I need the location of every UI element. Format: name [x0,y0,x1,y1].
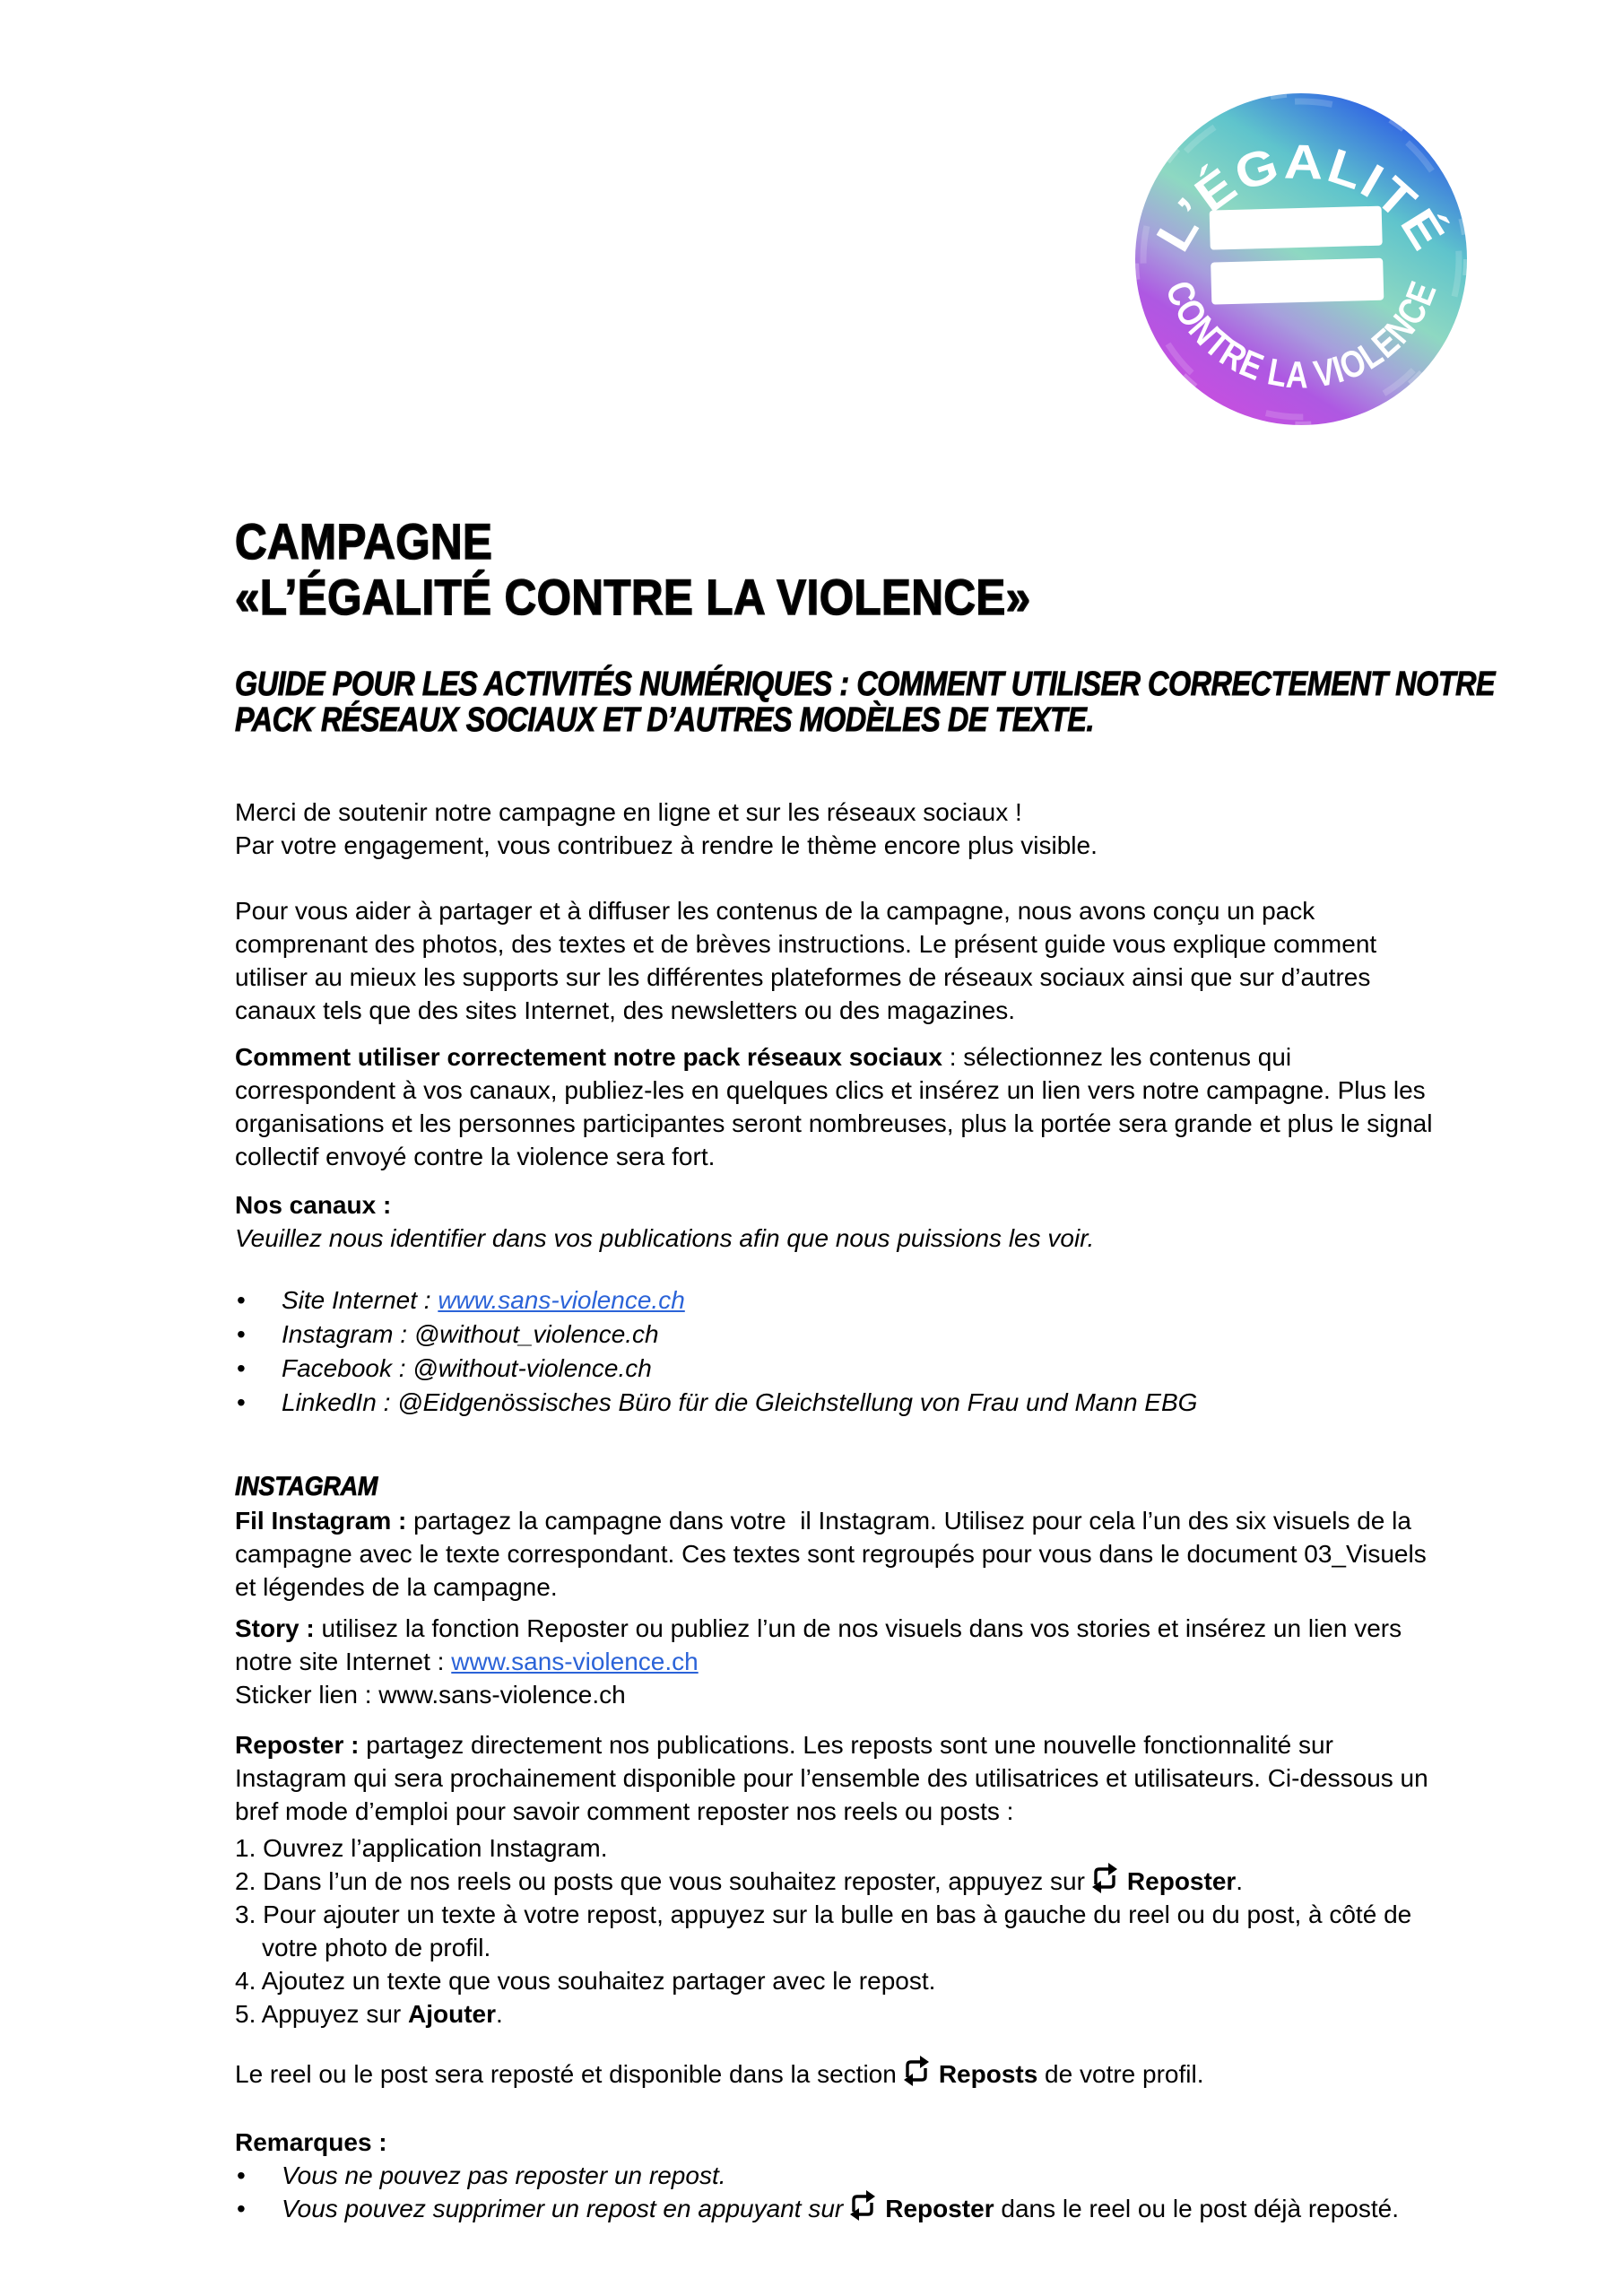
page-subtitle-line1: GUIDE POUR LES ACTIVITÉS NUMÉRIQUES : COMMENT UTILISER CORRECTEMENT NOTRE [235,665,1496,703]
result-bold: Reposts [938,2060,1038,2088]
reposter-paragraph [235,1728,1447,1828]
story-website-link[interactable]: www.sans-violence.ch [451,1648,699,1675]
fil-instagram-label: Fil Instagram : [235,1507,407,1535]
repost-step-2 [235,1865,1447,1898]
repost-icon [900,2060,933,2085]
fil-instagram-paragraph [235,1504,1447,1604]
intro-line2: Par votre engagement, vous contribuez à rendre le thème encore plus visible. [235,831,1098,859]
step-text: Appuyez sur [261,2000,402,2028]
result-text-post: de votre profil. [1037,2060,1204,2088]
how-to-rest: : sélectionnez les contenus qui correspondent à vos canaux, publiez-les en quelques clics et insérez un lien vers notre campagne. Plus les organisations et les personnes participantes seront nombreuses, plus la portée sera grande et plus le signal collectif envoyé contre la violence sera fort. [235,1043,1433,1170]
repost-step-3 [235,1898,1447,1964]
page-title-line1: CAMPAGNE [235,513,493,570]
website-link[interactable]: www.sans-violence.ch [438,1286,685,1314]
step-number: 5. [235,2000,256,2028]
step-text-post: . [1236,1867,1244,1895]
step-text: Dans l’un de nos reels ou posts que vous souhaitez reposter, appuyez sur [263,1867,1085,1895]
document-content [235,0,1496,2225]
remarks-list [235,2159,1447,2225]
channel-item-instagram [235,1318,1447,1352]
channel-item-linkedin [235,1386,1447,1420]
logo-bottom-text: CONTRE LA VIOLENCE [1158,271,1446,396]
result-text: Le reel ou le post sera reposté et disponible dans la section [235,2060,897,2088]
sticker-link-line: Sticker lien : www.sans-violence.ch [235,1681,626,1709]
repost-step-5 [235,1997,1447,2031]
intro-line1: Merci de soutenir notre campagne en ligne et sur les réseaux sociaux ! [235,798,1022,826]
remarks-heading: Remarques : [235,2128,387,2156]
step-number: 1. [235,1834,256,1862]
fil-instagram-text: partagez la campagne dans votre il Instagram. Utilisez pour cela l’un des six visuels de la campagne avec le texte correspondant. Ces textes sont regroupés pour vous dans le document 03_Visuels et légendes de la campagne. [235,1507,1427,1601]
step-text: Ajoutez un texte que vous souhaitez partager avec le repost. [261,1967,936,1995]
reposter-label: Reposter : [235,1731,360,1759]
step-number: 3. [235,1900,256,1928]
pack-paragraph: Pour vous aider à partager et à diffuser les contenus de la campagne, nous avons conçu un pack comprenant des photos, des textes et de brèves instructions. Le présent guide vous explique comment utiliser au mieux les supports sur les différentes plateformes de réseaux sociaux ainsi que sur d’autres canaux tels que des sites Internet, des newsletters ou des magazines. [235,897,1377,1024]
page-subtitle-line2: PACK RÉSEAUX SOCIAUX ET D’AUTRES MODÈLES DE TEXTE. [235,701,1095,739]
repost-step-1 [235,1831,1447,1865]
repost-step-4 [235,1964,1447,1997]
instagram-section-heading: INSTAGRAM [235,1472,378,1501]
repost-result-line [235,2057,1447,2091]
step-bold: Reposter [1126,1867,1237,1895]
story-paragraph [235,1612,1447,1711]
repost-icon [1089,1867,1121,1892]
channel-facebook-label: Facebook : @without-violence.ch [282,1354,652,1382]
remark-2-lead: Vous pouvez supprimer un repost en appuyant sur [282,2195,844,2222]
step-bold: Ajouter [408,2000,497,2028]
page-title [235,514,1447,625]
channel-linkedin-label: LinkedIn : @Eidgenössisches Büro für die Gleichstellung von Frau und Mann EBG [282,1388,1198,1416]
story-label: Story : [235,1614,315,1642]
step-number: 2. [235,1867,256,1895]
remark-item-1 [235,2159,1447,2192]
repost-steps-list [235,1831,1447,2031]
step-number: 4. [235,1967,256,1995]
channels-heading: Nos canaux : [235,1191,392,1219]
repost-icon [846,2195,879,2220]
step-text: Pour ajouter un texte à votre repost, appuyez sur la bulle en bas à gauche du reel ou du post, à côté de votre photo de profil. [262,1900,1412,1961]
story-text: utilisez la fonction Reposter ou publiez l’un de nos visuels dans vos stories et insérez un lien vers notre site Internet : [235,1614,1402,1675]
channel-instagram-label: Instagram : @without_violence.ch [282,1320,659,1348]
channels-list [235,1283,1447,1420]
channels-heading-block [235,1188,1447,1255]
channel-item-facebook [235,1352,1447,1386]
remark-item-2 [235,2192,1447,2225]
channels-note: Veuillez nous identifier dans vos publications afin que nous puissions les voir. [235,1224,1095,1252]
remark-2-bold: Reposter [885,2195,994,2222]
logo-top-text: L’ÉGALITÉ [1146,135,1454,261]
channel-item-website [235,1283,1447,1318]
reposter-text: partagez directement nos publications. Les reposts sont une nouvelle fonctionnalité sur Instagram qui sera prochainement disponible pour l’ensemble des utilisatrices et utilisateurs. Ci-dessous un bref mode d’emploi pour savoir comment reposter nos reels ou posts : [235,1731,1428,1825]
channel-website-label: Site Internet : [282,1286,438,1314]
step-text: Ouvrez l’application Instagram. [263,1834,608,1862]
step-text-post: . [496,2000,503,2028]
page-subtitle [235,665,1496,739]
remark-1-text: Vous ne pouvez pas reposter un repost. [282,2161,726,2189]
page-title-line2: «L’ÉGALITÉ CONTRE LA VIOLENCE» [235,569,1031,625]
remarks-heading-block [235,2126,1447,2159]
remark-2-tail: dans le reel ou le post déjà reposté. [994,2195,1400,2222]
how-to-lead: Comment utiliser correctement notre pack réseaux sociaux [235,1043,942,1071]
intro-paragraph [235,796,1447,862]
how-to-paragraph [235,1040,1447,1173]
